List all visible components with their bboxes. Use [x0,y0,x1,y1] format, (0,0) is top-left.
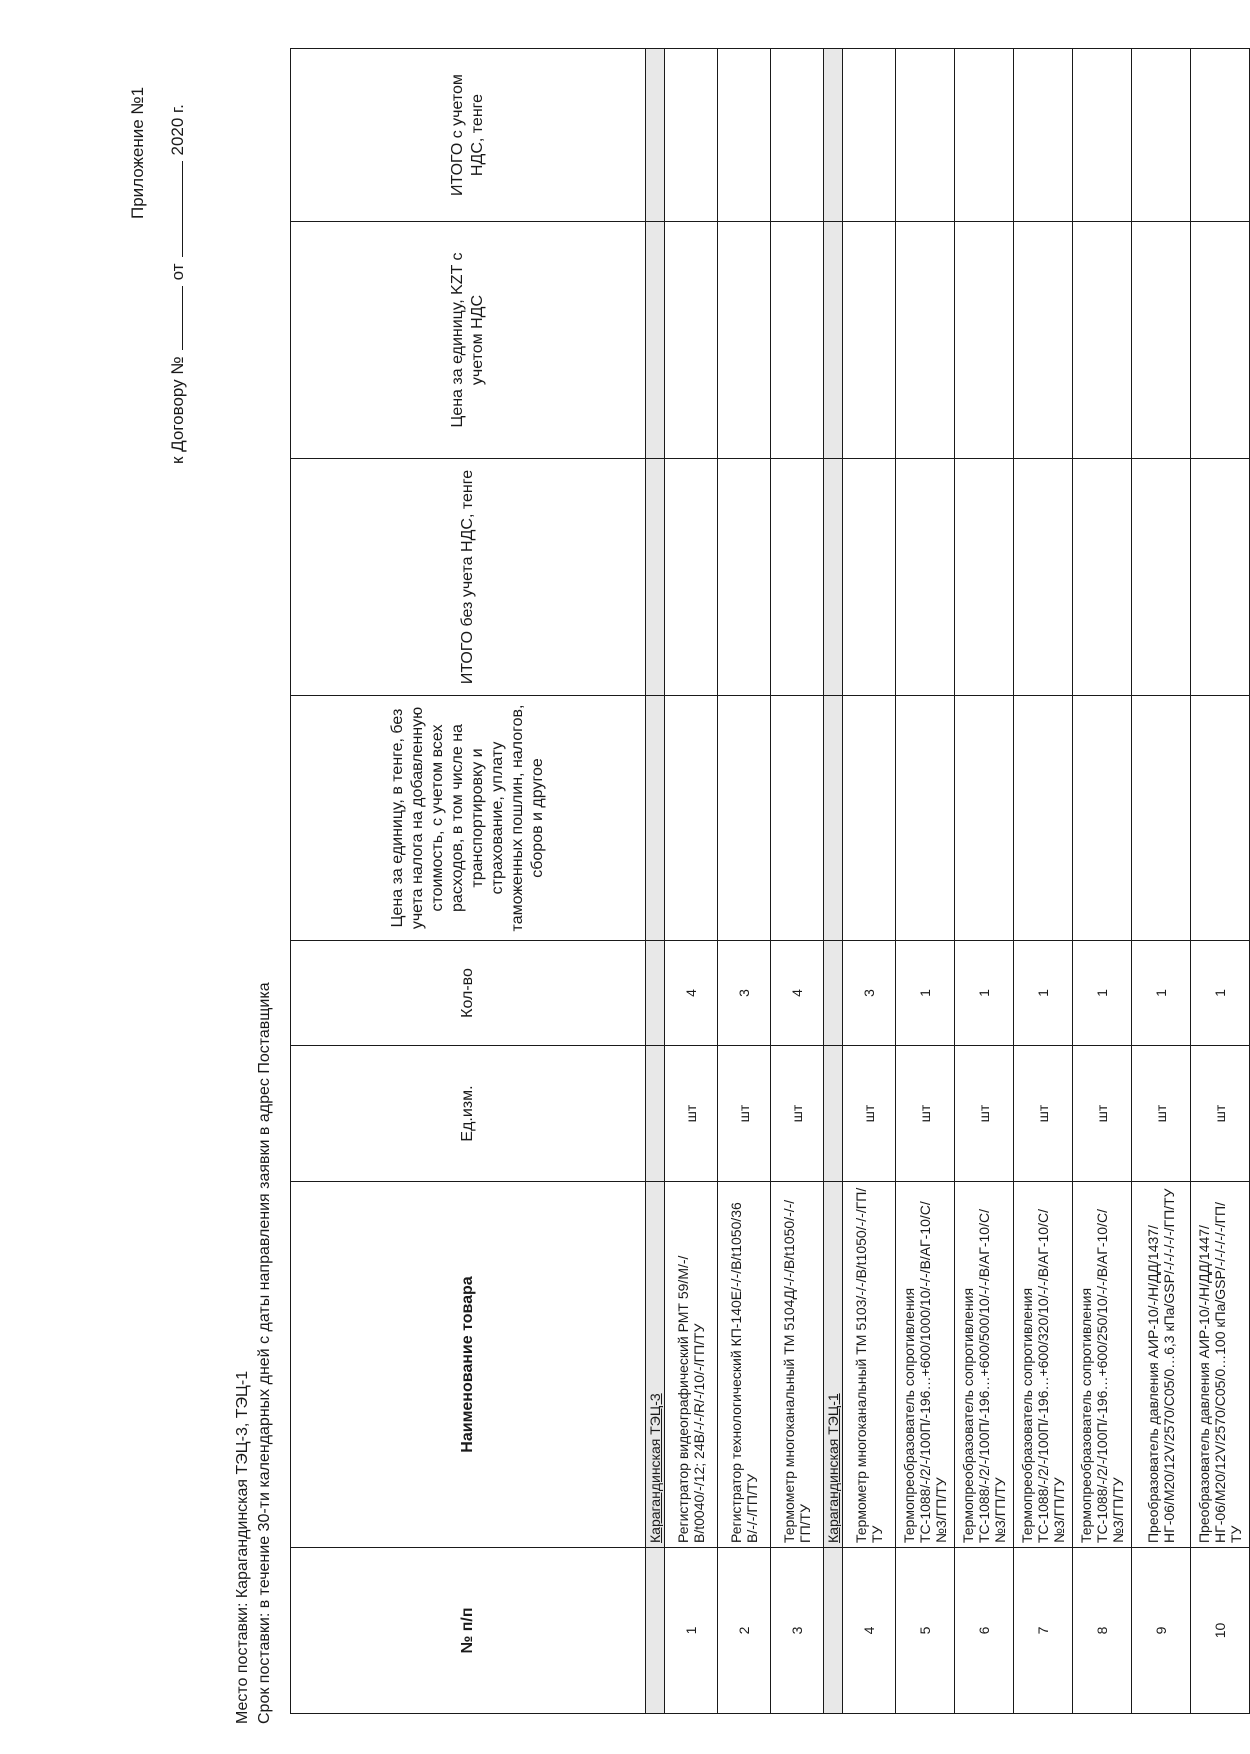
row-name: Термопреобразователь сопротивления ТС-1088/-/2/-/100П/-196…+600/500/10/-/-/В/АГ-10/С/№3/ГП/ТУ [955,1182,1014,1548]
row-name: Термопреобразователь сопротивления ТС-1088/-/2/-/100П/-196…+600/250/10/-/-/В/АГ-10/С/№3/ГП/ТУ [1073,1182,1132,1548]
row-unit: шт [843,1046,896,1182]
contract-date-blank [168,162,183,258]
section-row-tec3 [646,49,665,1714]
row-num: 3 [771,1548,824,1714]
row-name: Регистратор технологический КП-140Е/-/-/В/t1050/36 В/-/-/ГП/ТУ [718,1182,771,1548]
header-qty: Кол-во [291,941,646,1046]
row-unit: шт [1191,1046,1250,1182]
row-qty: 3 [843,941,896,1046]
row-qty: 1 [1073,941,1132,1046]
row-name: Преобразователь давления АИР-10/-/Н/ДД/1437/НГ-06/М20/12V/2570/С05/0…6,3 кПа/GSP/-/-/-/-/-/ГП/ТУ [1132,1182,1191,1548]
row-qty: 3 [718,941,771,1046]
row-num: 1 [665,1548,718,1714]
appendix-label: Приложение №1 [128,86,147,219]
row-qty: 1 [1014,941,1073,1046]
row-num: 6 [955,1548,1014,1714]
row-qty: 4 [771,941,824,1046]
row-unit: шт [1073,1046,1132,1182]
table-row [718,49,771,1714]
section-label: Карагандинская ТЭЦ-1 [824,1182,843,1548]
row-num: 9 [1132,1548,1191,1714]
table-row [1073,49,1132,1714]
table-row [1014,49,1073,1714]
header-unit-price-net: Цена за единицу, в тенге, без учета налога на добавленную стоимость, с учетом всех расходов, в том числе на транспортировку и страхование, уплату таможенных пошлин, налогов, сборов и другое [291,696,646,941]
row-qty: 1 [1191,941,1250,1046]
row-num: 7 [1014,1548,1073,1714]
section-label: Карагандинская ТЭЦ-3 [646,1182,665,1548]
row-unit: шт [1014,1046,1073,1182]
row-unit: шт [955,1046,1014,1182]
row-qty: 1 [955,941,1014,1046]
table-row [955,49,1014,1714]
header-total-net: ИТОГО без учета НДС, тенге [291,459,646,696]
row-qty: 1 [896,941,955,1046]
contract-prefix: к Договору № [168,356,187,464]
table-row [771,49,824,1714]
row-qty: 4 [665,941,718,1046]
row-name: Регистратор видеографический РМТ 59/М/-/В/t0040/-/12; 24В/-/-/R/-/10/-/ГП/ТУ [665,1182,718,1548]
row-name: Термометр многоканальный ТМ 5103/-/-/В/t1050/-/-/ГП/ТУ [843,1182,896,1548]
header-unit-price-vat: Цена за единицу, KZT с учетом НДС [291,222,646,459]
row-unit: шт [665,1046,718,1182]
delivery-term: Срок поставки: в течение 30-ти календарных дней с даты направления заявки в адрес Поставщика [256,982,273,1724]
row-unit: шт [771,1046,824,1182]
row-num: 2 [718,1548,771,1714]
table-row [896,49,955,1714]
table-row [843,49,896,1714]
section-row-tec1 [824,49,843,1714]
contract-year: 2020 г. [168,104,187,156]
header-num: № п/п [291,1548,646,1714]
table-row [665,49,718,1714]
table-row [1191,49,1250,1714]
row-num: 4 [843,1548,896,1714]
contract-from: от [168,263,187,281]
row-qty: 1 [1132,941,1191,1046]
row-num: 5 [896,1548,955,1714]
table-header-row [291,49,646,1714]
table-row [1132,49,1191,1714]
header-name: Наименование товара [291,1182,646,1548]
header-unit: Ед.изм. [291,1046,646,1182]
goods-table [290,48,1250,1714]
contract-reference [168,104,188,464]
row-unit: шт [1132,1046,1191,1182]
header-total-vat: ИТОГО с учетом НДС, тенге [291,49,646,222]
row-name: Термометр многоканальный ТМ 5104Д/-/-/В/t1050/-/-/ГП/ТУ [771,1182,824,1548]
row-name: Термопреобразователь сопротивления ТС-1088/-/2/-/100П/-196…+600/320/10/-/-/В/АГ-10/С/№3/ГП/ТУ [1014,1182,1073,1548]
row-unit: шт [718,1046,771,1182]
contract-number-blank [168,286,183,350]
row-num: 8 [1073,1548,1132,1714]
row-num: 10 [1191,1548,1250,1714]
delivery-place: Место поставки: Карагандинская ТЭЦ-3, ТЭЦ-1 [234,1370,251,1724]
row-name: Преобразователь давления АИР-10/-/Н/ДД/1447/НГ-06/М20/12V/2570/С05/0…100 кПа/GSP/-/-/-/-/-/ГП/ТУ [1191,1182,1250,1548]
row-unit: шт [896,1046,955,1182]
row-name: Термопреобразователь сопротивления ТС-1088/-/2/-/100П/-196…+600/1000/10/-/-/В/АГ-10/С/№3/ГП/ТУ [896,1182,955,1548]
